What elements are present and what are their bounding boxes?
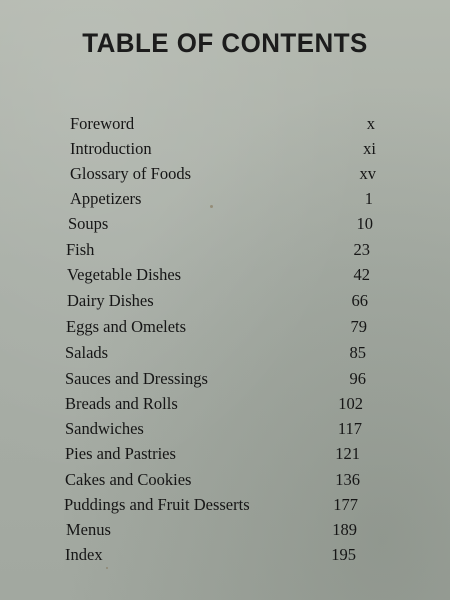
- toc-entry-page-number: 121: [335, 444, 360, 463]
- toc-entry-page-number: 195: [331, 545, 356, 564]
- toc-entry: [0, 392, 450, 416]
- toc-entry: [0, 263, 450, 287]
- toc-entry-page-number: 136: [335, 470, 360, 489]
- toc-entry-title: Index: [65, 545, 103, 564]
- toc-entry: [0, 367, 450, 391]
- toc-entry: [0, 315, 450, 339]
- toc-entry-page-number: 10: [356, 214, 373, 233]
- toc-entry: [0, 162, 450, 186]
- toc-entry: [0, 289, 450, 313]
- toc-entry: [0, 112, 450, 136]
- toc-entry: [0, 341, 450, 365]
- toc-entry-title: Soups: [68, 214, 109, 233]
- toc-entry-title: Glossary of Foods: [70, 164, 192, 183]
- page-title: TABLE OF CONTENTS: [82, 28, 368, 58]
- toc-entry: [0, 442, 450, 466]
- toc-entry-title: Sauces and Dressings: [65, 369, 208, 388]
- toc-entry-title: Salads: [65, 343, 109, 362]
- toc-entry: [0, 137, 450, 161]
- toc-entry-page-number: 66: [351, 291, 368, 310]
- toc-entry-page-number: xv: [359, 164, 376, 183]
- toc-entry: [0, 468, 450, 492]
- paper-speck: [106, 567, 108, 569]
- toc-entry: [0, 187, 450, 211]
- toc-entry-page-number: 189: [332, 520, 357, 539]
- toc-entry-title: Puddings and Fruit Desserts: [64, 495, 250, 514]
- toc-entry: [0, 417, 450, 441]
- toc-entry-title: Dairy Dishes: [67, 291, 154, 310]
- toc-entry-page-number: 79: [350, 317, 367, 336]
- toc-entry-page-number: 102: [338, 394, 363, 413]
- toc-entry-page-number: 117: [337, 419, 362, 438]
- toc-entry-page-number: 42: [353, 265, 370, 284]
- toc-entry-title: Cakes and Cookies: [65, 470, 192, 489]
- toc-entry-title: Foreword: [70, 114, 135, 133]
- toc-entry-title: Eggs and Omelets: [66, 317, 187, 336]
- toc-entry-title: Introduction: [70, 139, 152, 158]
- toc-entry-title: Menus: [66, 520, 111, 539]
- toc-entry-title: Vegetable Dishes: [67, 265, 182, 284]
- toc-entry-title: Fish: [66, 240, 95, 259]
- toc-entry-title: Breads and Rolls: [65, 394, 178, 413]
- toc-entry: [0, 518, 450, 542]
- toc-entry-title: Appetizers: [70, 189, 142, 208]
- toc-entry-page-number: x: [366, 114, 375, 133]
- toc-entry: [0, 493, 450, 517]
- toc-entry-page-number: 23: [353, 240, 370, 259]
- toc-entry-title: Pies and Pastries: [65, 444, 176, 463]
- toc-entry-page-number: 177: [333, 495, 358, 514]
- toc-entry: [0, 212, 450, 236]
- toc-entry-page-number: 1: [364, 189, 373, 208]
- toc-entry-page-number: 85: [349, 343, 366, 362]
- toc-entry: [0, 238, 450, 262]
- toc-entry-page-number: 96: [349, 369, 366, 388]
- toc-entry-title: Sandwiches: [65, 419, 144, 438]
- toc-entry-page-number: xi: [363, 139, 376, 158]
- toc-entry: [0, 543, 450, 567]
